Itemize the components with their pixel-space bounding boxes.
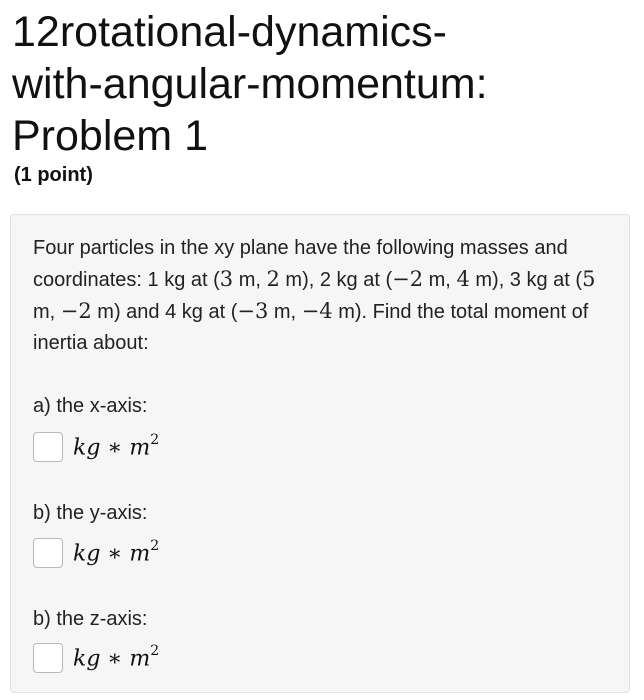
part-c-answer-input[interactable] bbox=[33, 643, 63, 673]
math-value: −3 bbox=[237, 299, 269, 323]
problem-text-part: m, bbox=[268, 301, 302, 323]
part-a-label: a) the x-axis: bbox=[33, 395, 148, 417]
points-label: (1 point) bbox=[14, 164, 93, 186]
part-c-unit bbox=[73, 642, 160, 672]
unit-exponent: 2 bbox=[150, 431, 160, 448]
part-a-answer-input[interactable] bbox=[33, 432, 63, 462]
math-value: −2 bbox=[392, 267, 424, 291]
title-line-3: Problem 1 bbox=[12, 112, 208, 160]
title-line-1: 12rotational-dynamics- bbox=[12, 8, 447, 56]
problem-text-part: m, bbox=[423, 269, 457, 291]
problem-text-part: Four particles in the xy plane have the following masses and coordinates: 1 kg at ( bbox=[33, 237, 568, 291]
part-b-answer-input[interactable] bbox=[33, 538, 63, 568]
problem-text-part: m). Find the total moment of inertia about: bbox=[33, 301, 589, 354]
problem-text-part: m, bbox=[33, 301, 61, 323]
math-value: 5 bbox=[582, 267, 596, 291]
unit-text: kg ∗ m bbox=[73, 435, 151, 461]
math-value: −2 bbox=[60, 299, 92, 323]
unit-exponent: 2 bbox=[150, 642, 160, 659]
part-b-label: b) the y-axis: bbox=[33, 502, 148, 524]
title-line-2: with-angular-momentum: bbox=[12, 60, 488, 108]
problem-text-part: m), 2 kg at ( bbox=[279, 269, 393, 291]
part-a-unit bbox=[73, 431, 160, 461]
math-value: 4 bbox=[456, 267, 470, 291]
part-b-unit bbox=[73, 537, 160, 567]
problem-text-part: m, bbox=[233, 269, 267, 291]
problem-text-part: m), 3 kg at ( bbox=[469, 269, 583, 291]
unit-text: kg ∗ m bbox=[73, 541, 151, 567]
problem-text bbox=[33, 233, 613, 359]
problem-card bbox=[10, 214, 630, 693]
page-title bbox=[12, 6, 632, 162]
part-c-answer-row bbox=[33, 640, 159, 676]
math-value: −4 bbox=[301, 299, 333, 323]
math-value: 3 bbox=[219, 267, 234, 291]
part-b-answer-row bbox=[33, 535, 159, 571]
unit-exponent: 2 bbox=[150, 537, 160, 554]
part-a-answer-row bbox=[33, 429, 159, 465]
math-value: 2 bbox=[266, 267, 280, 291]
unit-text: kg ∗ m bbox=[73, 646, 151, 672]
part-c-label: b) the z-axis: bbox=[33, 608, 148, 630]
problem-text-part: m) and 4 kg at ( bbox=[91, 301, 238, 323]
